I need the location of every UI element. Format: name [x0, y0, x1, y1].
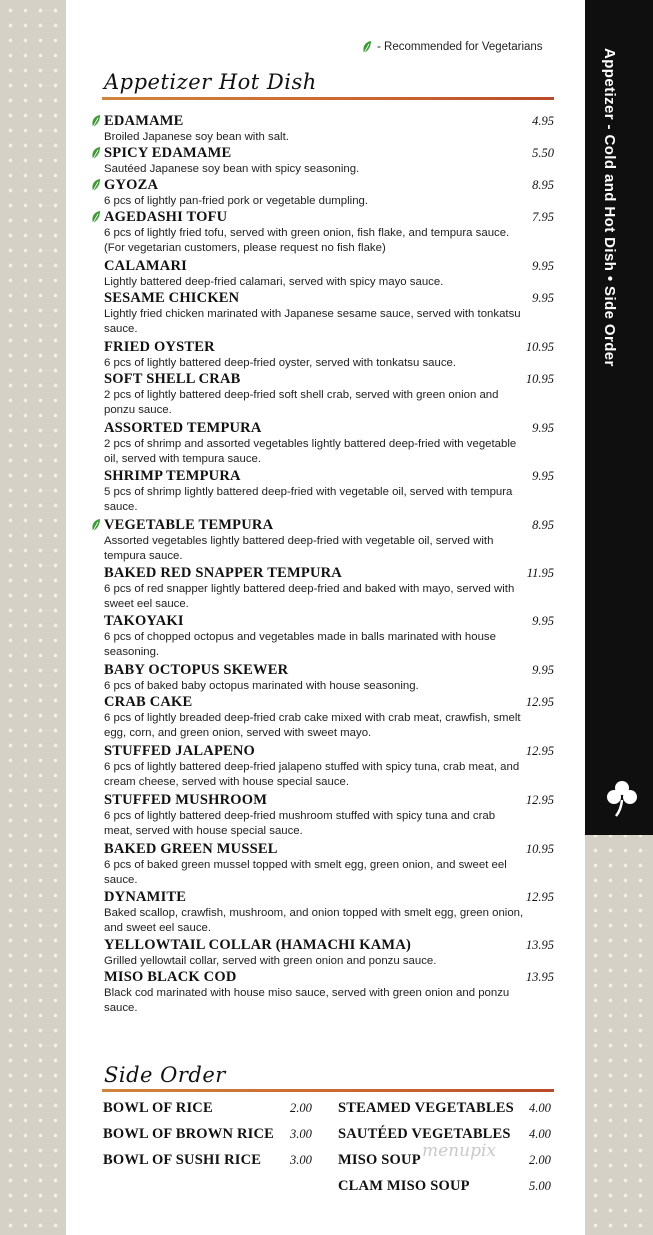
item-price: 7.95 [532, 210, 554, 224]
leaf-icon [91, 210, 101, 224]
item-name: CRAB CAKE [104, 694, 193, 710]
side-item-name: BOWL OF BROWN RICE [103, 1126, 275, 1142]
side-item-price: 2.00 [529, 1153, 551, 1167]
item-description: 2 pcs of lightly battered deep-fried soft shell crab, served with green onion and ponzu sauce. [104, 389, 499, 416]
item-price: 4.95 [532, 114, 554, 128]
menu-item [104, 339, 554, 371]
item-price: 5.50 [532, 146, 554, 160]
item-description: 6 pcs of chopped octopus and vegetables made in balls marinated with house seasoning. [104, 631, 496, 658]
item-description: 6 pcs of lightly breaded deep-fried crab cake mixed with crab meat, crawfish, smelt egg, corn, and green onion, served with sweet mayo. [104, 712, 521, 739]
menu-item [104, 258, 554, 290]
leaf-icon [91, 146, 101, 160]
menu-item [104, 371, 554, 417]
menu-item [104, 792, 554, 838]
side-item-name: STEAMED VEGETABLES [338, 1100, 514, 1116]
clover-icon [605, 778, 639, 818]
side-item-name: MISO SOUP [338, 1152, 421, 1168]
menu-item [104, 113, 554, 145]
menu-item [104, 743, 554, 789]
side-item-name: CLAM MISO SOUP [338, 1178, 470, 1194]
legend-text: - Recommended for Vegetarians [377, 41, 543, 53]
item-name: MISO BLACK COD [104, 969, 237, 985]
item-name: STUFFED JALAPENO [104, 743, 256, 759]
item-description: 6 pcs of red snapper lightly battered deep-fried and baked with mayo, served with sweet eel sauce. [104, 583, 515, 610]
item-description: 6 pcs of lightly pan-fried pork or vegetable dumpling. [104, 195, 369, 207]
item-description: Black cod marinated with house miso sauce, served with green onion and ponzu sauce. [104, 987, 510, 1014]
menu-item [104, 694, 554, 740]
item-name: BAKED GREEN MUSSEL [104, 841, 278, 857]
side-order-section-title: Side Order [104, 1063, 226, 1087]
item-name: EDAMAME [104, 113, 184, 129]
item-description: 6 pcs of baked green mussel topped with smelt egg, green onion, and sweet eel sauce. [104, 859, 507, 886]
item-price: 13.95 [525, 970, 554, 984]
menu-item [104, 517, 554, 563]
item-price: 10.95 [525, 340, 554, 354]
vegetarian-legend [362, 40, 543, 54]
item-price: 10.95 [525, 372, 554, 386]
item-name: BABY OCTOPUS SKEWER [104, 662, 289, 678]
item-price: 9.95 [532, 291, 554, 305]
item-price: 12.95 [525, 695, 554, 709]
menu-item [104, 565, 554, 611]
item-price: 10.95 [525, 842, 554, 856]
item-price: 9.95 [532, 469, 554, 483]
item-price: 8.95 [532, 178, 554, 192]
item-name: TAKOYAKI [104, 613, 184, 629]
menu-item [104, 420, 554, 466]
item-description: 6 pcs of lightly battered deep-fried jalapeno stuffed with spicy tuna, crab meat, and cream cheese, served with house special sauce. [104, 761, 520, 788]
appetizer-section-title: Appetizer Hot Dish [104, 70, 317, 94]
side-item-price: 2.00 [290, 1101, 312, 1115]
item-description: Broiled Japanese soy bean with salt. [104, 131, 289, 143]
menu-item [104, 468, 554, 514]
item-description: 6 pcs of lightly battered deep-fried oyster, served with tonkatsu sauce. [104, 357, 457, 369]
item-price: 12.95 [525, 744, 554, 758]
item-name: SPICY EDAMAME [104, 145, 232, 161]
item-price: 9.95 [532, 259, 554, 273]
item-name: GYOZA [104, 177, 159, 193]
item-description: Lightly fried chicken marinated with Japanese sesame sauce, served with tonkatsu sauce. [104, 308, 521, 335]
item-description: 6 pcs of lightly fried tofu, served with green onion, fish flake, and tempura sauce. (For vegetarian customers, please request no fish flake) [104, 227, 510, 254]
item-name: BAKED RED SNAPPER TEMPURA [104, 565, 342, 581]
item-name: SOFT SHELL CRAB [104, 371, 241, 387]
item-price: 12.95 [525, 890, 554, 904]
item-name: ASSORTED TEMPURA [104, 420, 262, 436]
side-item-price: 4.00 [529, 1101, 551, 1115]
menu-item [104, 290, 554, 336]
side-item-name: BOWL OF RICE [103, 1100, 213, 1116]
side-item-price: 4.00 [529, 1127, 551, 1141]
item-price: 11.95 [526, 566, 554, 580]
menu-item [104, 145, 554, 177]
side-item-name: SAUTÉED VEGETABLES [338, 1126, 511, 1142]
leaf-icon [362, 40, 372, 54]
item-name: DYNAMITE [104, 889, 187, 905]
leaf-icon [91, 114, 101, 128]
item-name: AGEDASHI TOFU [104, 209, 228, 225]
item-description: 2 pcs of shrimp and assorted vegetables lightly battered deep-fried with vegetable oil, served with tempura sauce. [104, 438, 517, 465]
left-dotted-border [0, 0, 66, 1235]
item-price: 9.95 [532, 663, 554, 677]
side-tab-label: Appetizer - Cold and Hot Dish • Side Order [601, 48, 618, 367]
watermark: menupix [422, 1141, 496, 1161]
menu-item [104, 841, 554, 887]
item-description: Sautéed Japanese soy bean with spicy seasoning. [104, 163, 360, 175]
item-name: CALAMARI [104, 258, 187, 274]
item-name: VEGETABLE TEMPURA [104, 517, 274, 533]
item-name: SHRIMP TEMPURA [104, 468, 241, 484]
item-description: 6 pcs of baked baby octopus marinated with house seasoning. [104, 680, 419, 692]
menu-item [104, 177, 554, 209]
menu-item [104, 889, 554, 935]
item-description: 5 pcs of shrimp lightly battered deep-fried with vegetable oil, served with tempura sauce. [104, 486, 513, 513]
item-price: 12.95 [525, 793, 554, 807]
menu-item [104, 662, 554, 694]
side-item-name: BOWL OF SUSHI RICE [103, 1152, 262, 1168]
item-price: 9.95 [532, 421, 554, 435]
menu-item [104, 209, 554, 255]
item-description: Baked scallop, crawfish, mushroom, and onion topped with smelt egg, green onion, and sweet eel sauce. [104, 907, 524, 934]
side-item-price: 3.00 [290, 1127, 312, 1141]
menu-item [104, 613, 554, 659]
item-description: Grilled yellowtail collar, served with green onion and ponzu sauce. [104, 955, 437, 967]
item-name: STUFFED MUSHROOM [104, 792, 268, 808]
menu-item [104, 937, 554, 969]
item-name: SESAME CHICKEN [104, 290, 240, 306]
item-description: Assorted vegetables lightly battered deep-fried with vegetable oil, served with tempura sauce. [104, 535, 494, 562]
item-name: FRIED OYSTER [104, 339, 215, 355]
menu-item [104, 969, 554, 1015]
item-price: 8.95 [532, 518, 554, 532]
item-description: Lightly battered deep-fried calamari, served with spicy mayo sauce. [104, 276, 444, 288]
leaf-icon [91, 178, 101, 192]
appetizer-title-rule [102, 97, 554, 100]
side-tab [585, 0, 653, 835]
item-name: YELLOWTAIL COLLAR (HAMACHI KAMA) [104, 937, 412, 953]
item-price: 9.95 [532, 614, 554, 628]
item-description: 6 pcs of lightly battered deep-fried mushroom stuffed with spicy tuna and crab meat, served with house special sauce. [104, 810, 496, 837]
side-item-price: 5.00 [529, 1179, 551, 1193]
leaf-icon [91, 518, 101, 532]
side-item-price: 3.00 [290, 1153, 312, 1167]
side-order-title-rule [102, 1089, 554, 1092]
item-price: 13.95 [525, 938, 554, 952]
